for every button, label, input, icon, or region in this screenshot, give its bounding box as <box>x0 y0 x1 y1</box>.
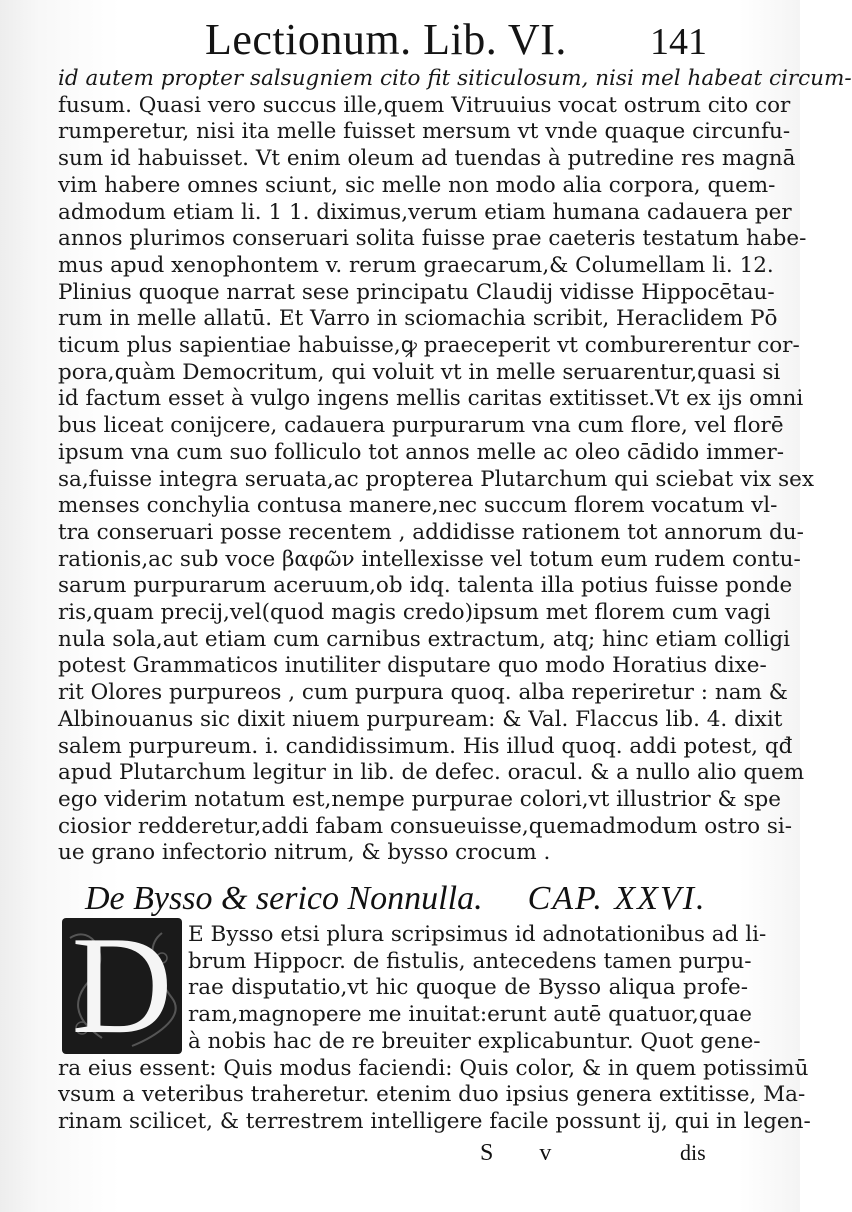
text-line: ciosior redderetur,addi fabam consueuisse,quemadmodum ostro si- <box>58 813 793 839</box>
text-line: tra conseruari posse recentem , addidisse rationem tot annorum du- <box>58 519 804 545</box>
chapter-text <box>58 1029 811 1136</box>
text-line: potest Grammaticos inutiliter disputare quo modo Horatius dixe- <box>58 653 767 679</box>
initial-letter: D <box>71 908 173 1063</box>
chapter-title: De Bysso & serico Nonnulla. <box>85 880 483 917</box>
text-line: vsum a veteribus traheretur. etenim duo ipsius genera extitisse, Ma- <box>58 1082 806 1108</box>
text-line: nula sola,aut etiam cum carnibus extractum, atq; hinc etiam colligi <box>58 626 791 652</box>
catchword: dis <box>680 1140 706 1165</box>
text-line: ipsum vna cum suo folliculo tot annos melle ac oleo cādido immer- <box>58 439 785 465</box>
text-line: rinam scilicet, & terrestrem intelligere facile possunt ij, qui in legen- <box>58 1109 811 1135</box>
running-head: Lectionum. Lib. VI. <box>205 15 567 64</box>
text-line: ris,quam precij,vel(quod magis credo)ipsum met florem cum vagi <box>58 600 771 626</box>
text-line: ram,magnopere me inuitat:erunt autē quatuor,quae <box>188 1002 752 1028</box>
text-line: mus apud xenophontem v. rerum graecarum,& Columellam li. 12. <box>58 252 774 278</box>
page-number: 141 <box>650 21 707 63</box>
text-line: annos plurimos conseruari solita fuisse prae caeteris testatum habe- <box>58 226 807 252</box>
text-line: vim habere omnes sciunt, sic melle non modo alia corpora, quem- <box>58 172 776 198</box>
text-line: rationis,ac sub voce βαφῶν intellexisse vel totum eum rudem contu- <box>58 546 801 572</box>
text-line: à nobis hac de re breuiter explicabuntur. Quot gene- <box>188 1029 761 1054</box>
text-line: pora,quàm Democritum, qui voluit vt in melle seruarentur,quasi si <box>58 359 781 385</box>
text-line: rit Olores purpureos , cum purpura quoq. alba reperiretur : nam & <box>58 680 788 706</box>
text-line: id autem propter salsugniem cito fit siticulosum, nisi mel habeat circum- <box>58 66 852 91</box>
text-line: sa,fuisse integra seruata,ac propterea Plutarchum qui sciebat vix sex <box>58 466 815 492</box>
text-line: rae disputatio,vt hic quoque de Bysso aliqua profe- <box>188 975 748 1001</box>
text-line: salem purpureum. i. candidissimum. His illud quoq. addi potest, qđ <box>58 733 793 759</box>
text-line: brum Hippocr. de fistulis, antecedens tamen purpu- <box>188 948 752 974</box>
text-line: apud Plutarchum legitur in lib. de defec. oracul. & a nullo alio quem <box>58 760 805 786</box>
text-line: Plinius quoque narrat sese principatu Claudij vidisse Hippocētau- <box>58 279 775 305</box>
text-line: ego viderim notatum est,nempe purpurae colori,vt illustrior & spe <box>58 786 782 812</box>
text-line: bus liceat conijcere, cadauera purpurarum vna cum flore, vel florē <box>58 413 784 439</box>
page-footer <box>0 1140 800 1180</box>
chapter-text-beside-initial <box>188 922 767 1029</box>
chapter-number: CAP. XXVI. <box>527 880 707 917</box>
text-line: fusum. Quasi vero succus ille,quem Vitruuius vocat ostrum cito cor <box>58 92 791 118</box>
text-line: id factum esset à vulgo ingens mellis caritas extitisset.Vt ex ijs omni <box>58 386 804 412</box>
text-line: sum id habuisset. Vt enim oleum ad tuendas à putredine res magnā <box>58 146 796 172</box>
text-line: admodum etiam li. 1 1. diximus,verum etiam humana cadauera per <box>58 199 792 225</box>
body-text <box>58 66 852 867</box>
signature-mark: S v <box>480 1140 572 1166</box>
text-line: ticum plus sapientiae habuisse,ꝙ praeceperit vt comburerentur cor- <box>58 333 800 359</box>
text-line: sarum purpurarum aceruum,ob idq. talenta illa potius fuisse ponde <box>58 573 793 599</box>
text-line: ue grano infectorio nitrum, & bysso crocum . <box>58 840 551 866</box>
text-line: rumperetur, nisi ita melle fuisset mersum vt vnde quaque circunfu- <box>58 119 791 145</box>
text-line: E Bysso etsi plura scripsimus id adnotationibus ad li- <box>188 922 767 947</box>
text-line: Albinouanus sic dixit niuem purpuream: & Val. Flaccus lib. 4. dixit <box>58 706 783 732</box>
text-line: menses conchylia contusa manere,nec succum florem vocatum vl- <box>58 493 778 519</box>
text-line: ra eius essent: Quis modus faciendi: Quis color, & in quem potissimū <box>58 1055 809 1081</box>
text-line: rum in melle allatū. Et Varro in sciomachia scribit, Heraclidem Pō <box>58 306 778 332</box>
chapter-heading <box>85 880 725 918</box>
page-header <box>0 14 800 64</box>
